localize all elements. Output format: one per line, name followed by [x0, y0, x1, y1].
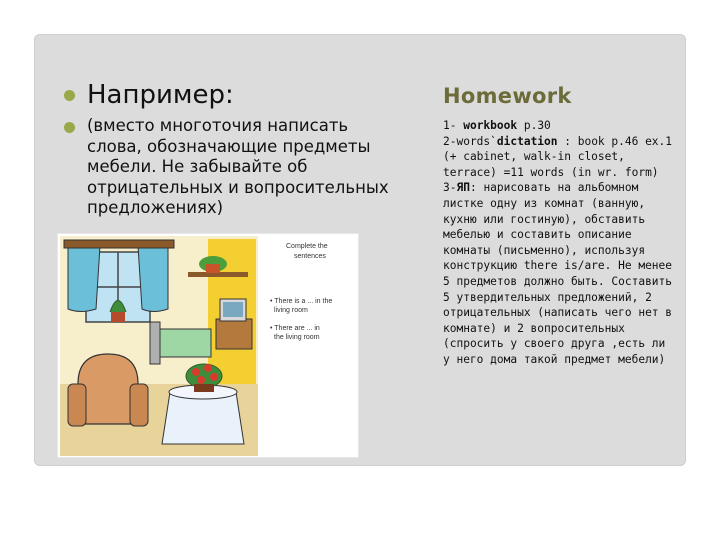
tv-stand	[216, 319, 252, 349]
hw3-prefix: 3-	[443, 181, 457, 195]
hw2-prefix: 2-words`	[443, 134, 497, 148]
picture-bullet2-line1: • There are ... in	[270, 325, 320, 332]
instruction-text: (вместо многоточия написать слова, обозначающие предметы мебели. Не забывайте об отрицательных и вопросительных предложениях)	[87, 116, 389, 217]
homework-line-2	[443, 134, 673, 181]
caption-line2: sentences	[294, 253, 326, 260]
bullet-item-example	[64, 80, 404, 110]
living-room-illustration	[57, 233, 359, 458]
picture-bullet2-line2: the living room	[274, 334, 320, 341]
curtain-right	[138, 244, 168, 312]
bed	[156, 329, 211, 357]
example-heading: Например:	[87, 80, 234, 110]
homework-text	[443, 118, 673, 368]
caption-line1: Complete the	[286, 243, 328, 250]
bullet-item-instruction	[64, 116, 404, 219]
bullet-dot-icon	[64, 122, 75, 133]
homework-line-1	[443, 118, 673, 134]
picture-bullet1-line2: living room	[274, 307, 308, 314]
homework-column	[443, 84, 673, 368]
living-room-drawing	[58, 234, 360, 459]
curtain-left	[68, 244, 100, 312]
hw1-bold: workbook	[463, 119, 518, 132]
bullet-dot-icon	[64, 90, 75, 101]
hw3-bold: ЯП	[456, 181, 470, 195]
homework-line-3	[443, 180, 673, 367]
homework-title: Homework	[443, 84, 572, 108]
hw2-rest: : book p.46 ex.1 (+ cabinet, walk-in closet, terrace) =11 words (in wr. form)	[443, 134, 673, 179]
hw1-rest: p.30	[517, 119, 551, 132]
hw2-bold: dictation	[496, 134, 558, 148]
hw1-prefix: 1-	[443, 119, 464, 132]
left-column	[64, 80, 404, 219]
picture-bullet1-line1: • There is a ... in the	[270, 298, 333, 305]
hw3-rest: : нарисовать на альбомном листке одну из комнат (ванную, кухню или гостиную), обставить мебелью и составить описание комнаты (письменно), используя конструкцию there is/are. Не менее 5 предметов должно быть. Составить 5 утвердительных предложений, 2 отрицательных (написать чего нет в комнате) и 2 вопросительных (спросить у своего друга ,есть ли у него дома такой предмет мебели)	[443, 181, 673, 366]
round-table	[162, 392, 244, 444]
